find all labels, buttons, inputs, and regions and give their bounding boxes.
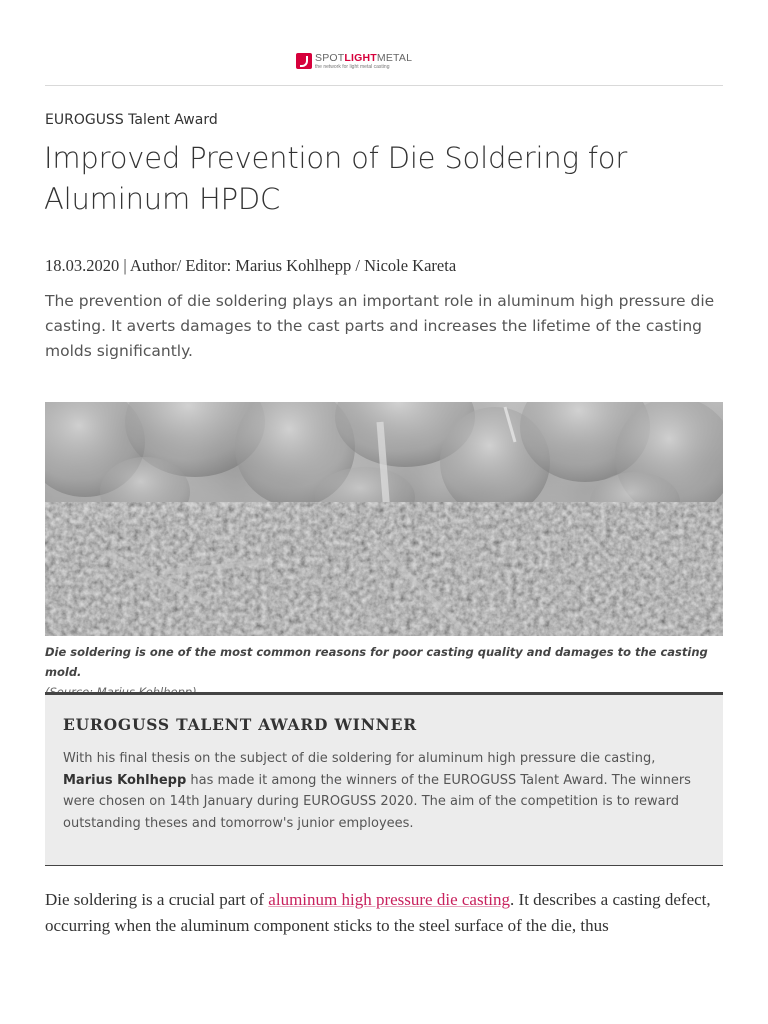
die-soldering-micrograph	[45, 402, 723, 636]
award-info-box	[45, 692, 723, 866]
article-meta: 18.03.2020 | Author/ Editor: Marius Kohlhepp / Nicole Kareta	[45, 256, 457, 275]
article-kicker: EUROGUSS Talent Award	[45, 112, 218, 128]
info-box-heading: EUROGUSS TALENT AWARD WINNER	[63, 715, 417, 734]
caption-text: Die soldering is one of the most common reasons for poor casting quality and damages to the casting mold.	[45, 645, 708, 679]
winner-name: Marius Kohlhepp	[63, 772, 187, 788]
article-body-paragraph: Die soldering is a crucial part of aluminum high pressure die casting. It describes a casting defect, occurring when the aluminum component sticks to the steel surface of the die, thus	[45, 890, 711, 935]
article-hero-image	[45, 402, 723, 636]
logo-mark-icon	[296, 53, 312, 69]
hpdc-link[interactable]: aluminum high pressure die casting	[268, 890, 511, 909]
logo-wordmark: SPOTLIGHTMETAL	[315, 52, 413, 64]
info-box-text: With his final thesis on the subject of die soldering for aluminum high pressure die casting, Marius Kohlhepp has made it among the winners of the EUROGUSS Talent Award. The winners were chosen on 14th January during EUROGUSS 2020. The aim of the competition is to reward outstanding theses and tomorrow's junior employees.	[63, 751, 691, 831]
article-title: Improved Prevention of Die Soldering for Aluminum HPDC	[44, 141, 628, 216]
logo-tagline: the network for light metal casting	[315, 64, 390, 70]
spotlightmetal-logo[interactable]	[296, 52, 426, 72]
site-header	[45, 0, 723, 86]
article-lead: The prevention of die soldering plays an important role in aluminum high pressure die casting. It averts damages to the cast parts and increases the lifetime of the casting molds significantly.	[45, 292, 715, 360]
